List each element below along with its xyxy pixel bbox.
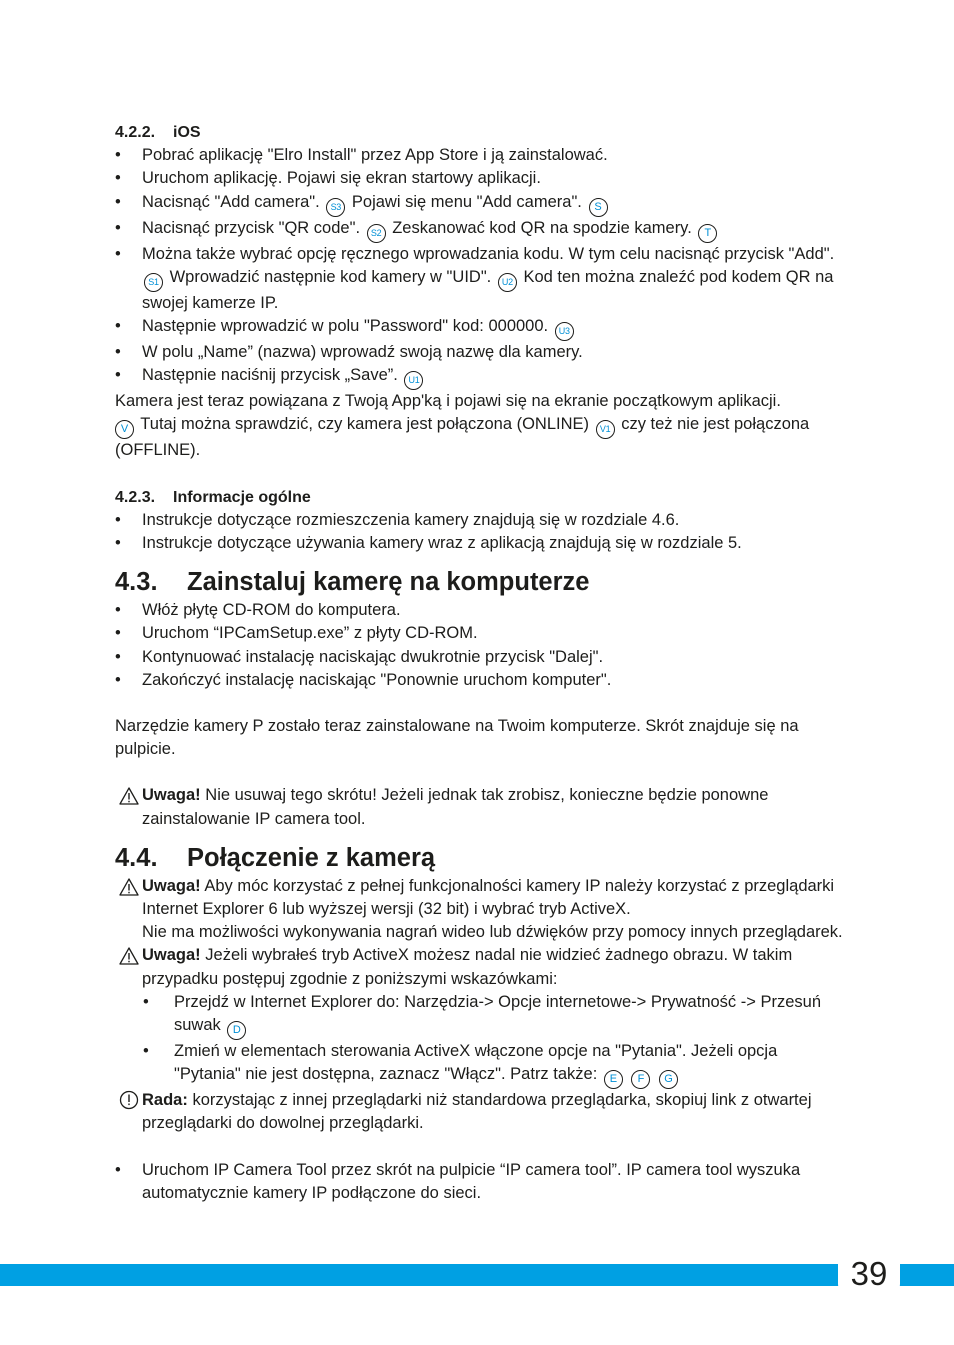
list-item: • Zmień w elementach sterowania ActiveX włączone opcje na "Pytania". Jeżeli opcja "Pytania" nie jest dostępna, zaznacz "Włącz". Patrz także: E F G [115,1040,845,1089]
list-item: • Pobrać aplikację "Elro Install" przez App Store i ją zainstalować. [115,144,845,167]
section-heading-4-2-2: 4.2.2. iOS [115,124,201,141]
ref-marker-u3: U3 [555,322,574,341]
list-item: • Nacisnąć "Add camera". S3 Pojawi się menu "Add camera". S [115,191,845,217]
list-item: • Instrukcje dotyczące używania kamery wraz z aplikacją znajdują się w rozdziale 5. [115,532,845,555]
ref-marker-d: D [227,1021,246,1040]
list-item: • W polu „Name” (nazwa) wprowadź swoją nazwę dla kamery. [115,341,845,364]
page-content [115,121,845,1205]
install-steps-list [115,599,845,692]
tip-note: Rada: korzystając z innej przeglądarki niż standardowa przeglądarka, skopiuj link z otwartej przeglądarki do dowolnej przeglądarki. [115,1089,845,1135]
ref-marker-u2: U2 [498,273,517,292]
paragraph: Narzędzie kamery P zostało teraz zainstalowane na Twoim komputerze. Skrót znajduje się na pulpicie. [115,717,799,759]
warning-note: Uwaga! Jeżeli wybrałeś tryb ActiveX możesz nadal nie widzieć żadnego obrazu. W takim przypadku postępuj zgodnie z poniższymi wskazówkami: [115,944,845,990]
ref-marker-s2: S2 [367,224,386,243]
section-heading-4-3: 4.3. Zainstaluj kamerę na komputerze [115,568,590,597]
list-item: • Kontynuować instalację naciskając dwukrotnie przycisk "Dalej". [115,646,845,669]
footer-accent-bar [0,1264,954,1286]
warning-triangle-icon [119,878,139,903]
activex-steps-list [115,991,845,1089]
warning-triangle-icon [119,947,139,972]
paragraph: Nie ma możliwości wykonywania nagrań wideo lub dźwięków przy pomocy innych przeglądarek. [142,923,843,942]
list-item: • Uruchom “IPCamSetup.exe” z płyty CD-ROM. [115,622,845,645]
ios-steps-list [115,144,845,390]
warning-triangle-icon [119,787,139,812]
camera-tool-list [115,1159,845,1205]
list-item: • Instrukcje dotyczące rozmieszczenia kamery znajdują się w rozdziale 4.6. [115,509,845,532]
ref-marker-v1: V1 [596,420,615,439]
list-item: • Zakończyć instalację naciskając "Ponownie uruchom komputer". [115,669,845,692]
ref-marker-e: E [604,1070,623,1089]
ref-marker-t: T [698,224,717,243]
ref-marker-g: G [659,1070,678,1089]
ref-marker-s1: S1 [144,273,163,292]
list-item: • Następnie wprowadzić w polu "Password" kod: 000000. U3 [115,315,845,341]
list-item: • Uruchom aplikację. Pojawi się ekran startowy aplikacji. [115,167,845,190]
section-heading-4-4: 4.4. Połączenie z kamerą [115,843,436,872]
ref-marker-s: S [589,198,608,217]
list-item: • Można także wybrać opcję ręcznego wprowadzania kodu. W tym celu nacisnąć przycisk "Add". S1 Wprowadzić następnie kod kamery w "UID". U2 Kod ten można znaleźć pod kodem QR na swojej kamerze IP. [115,243,845,315]
ref-marker-v: V [115,420,134,439]
list-item: • Włóż płytę CD-ROM do komputera. [115,599,845,622]
list-item: • Następnie naciśnij przycisk „Save”. U1 [115,364,845,390]
paragraph: V Tutaj można sprawdzić, czy kamera jest połączona (ONLINE) V1 czy też nie jest połączona (OFFLINE). [115,415,810,460]
exclamation-circle-icon [119,1092,139,1117]
list-item: • Uruchom IP Camera Tool przez skrót na pulpicie “IP camera tool”. IP camera tool wyszuka automatycznie kamery IP podłączone do sieci. [115,1159,845,1205]
ref-marker-s3: S3 [326,198,345,217]
section-heading-4-2-3: 4.2.3. Informacje ogólne [115,488,311,506]
ref-marker-f: F [631,1070,650,1089]
warning-note: Uwaga! Aby móc korzystać z pełnej funkcjonalności kamery IP należy korzystać z przeglądarki Internet Explorer 6 lub wyższej wersji (32 bit) i wybrać tryb ActiveX. [115,875,845,921]
ref-marker-u1: U1 [404,371,423,390]
list-item: • Nacisnąć przycisk "QR code". S2 Zeskanować kod QR na spodzie kamery. T [115,217,845,243]
page-number: 39 [850,1255,888,1292]
list-item: • Przejdź w Internet Explorer do: Narzędzia-> Opcje internetowe-> Prywatność -> Przesuń suwak D [115,991,845,1040]
paragraph: Kamera jest teraz powiązana z Twoją App'ką i pojawi się na ekranie początkowym aplikacji. [115,392,781,411]
general-info-list [115,509,845,555]
warning-note: Uwaga! Nie usuwaj tego skrótu! Jeżeli jednak tak zrobisz, konieczne będzie ponowne zainstalowanie IP camera tool. [115,784,845,830]
